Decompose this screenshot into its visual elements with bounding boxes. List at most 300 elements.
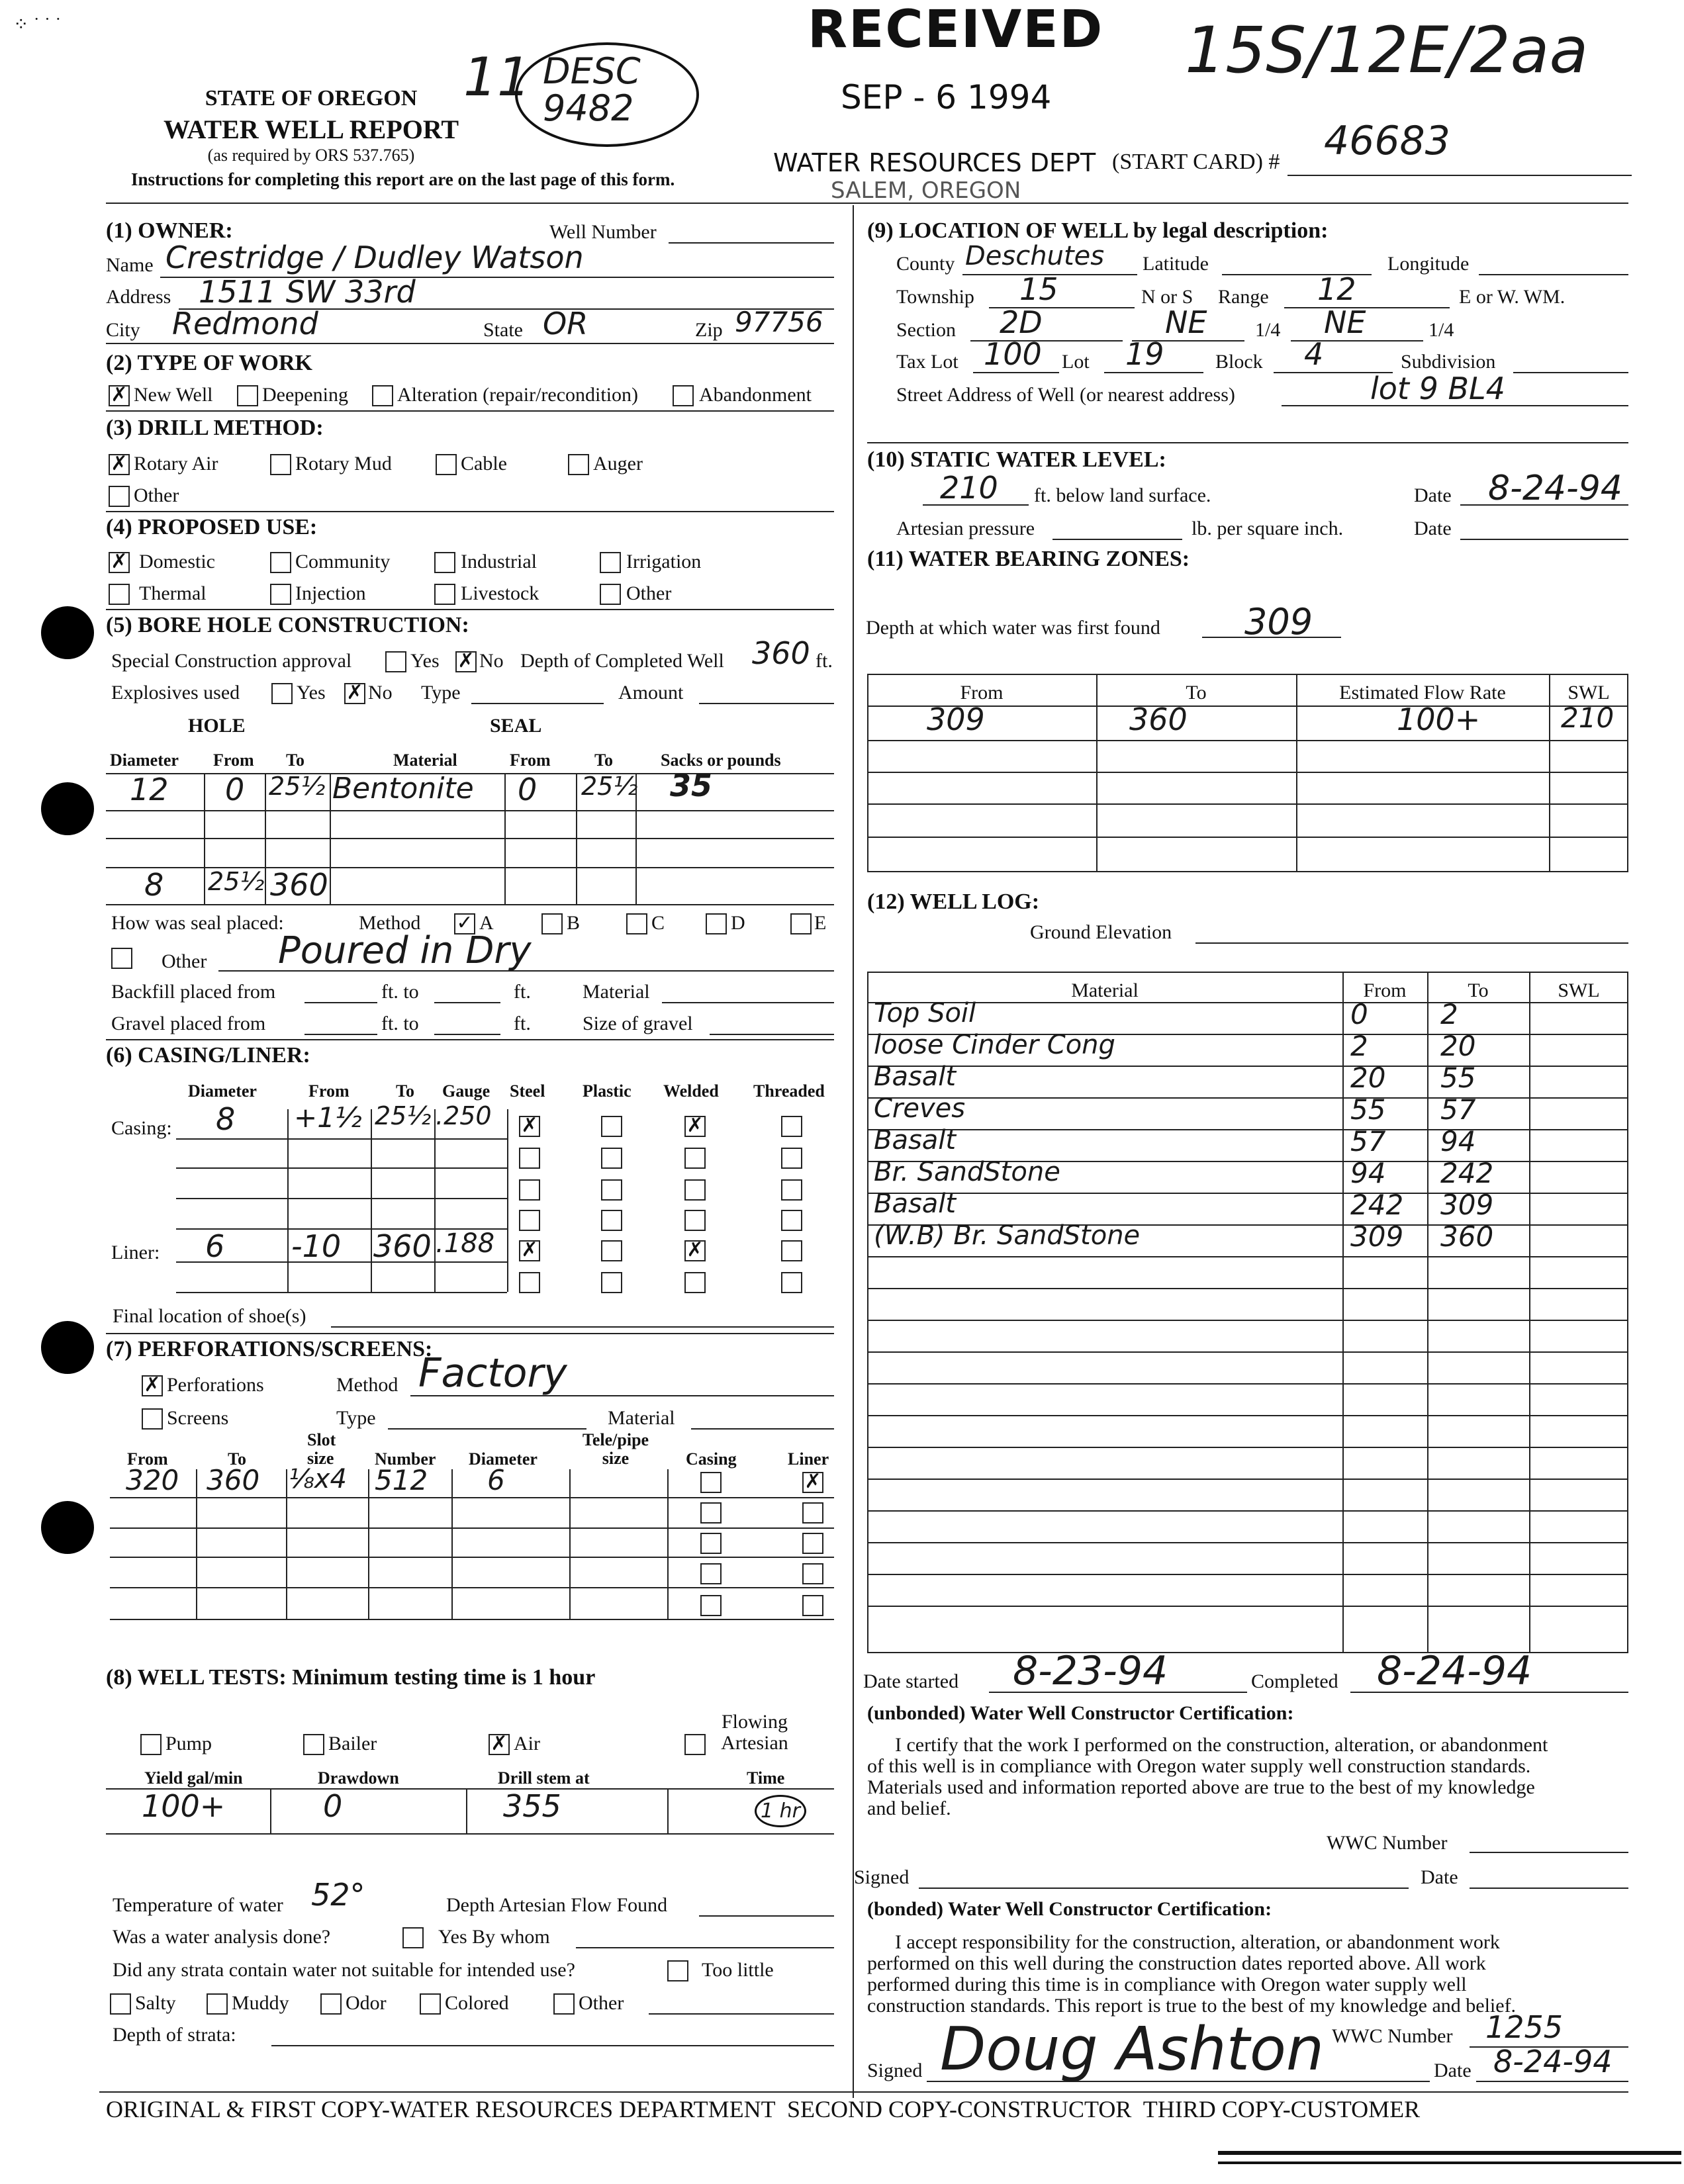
tests-col-time: Time xyxy=(747,1768,785,1788)
thermal-checkbox[interactable] xyxy=(109,584,130,605)
log-row-line xyxy=(867,1320,1628,1321)
log-row-line xyxy=(867,1066,1628,1067)
backfill-ftto: ft. to xyxy=(381,981,419,1003)
zones-col-swl: SWL xyxy=(1567,682,1610,704)
air-checkbox[interactable]: ✗ xyxy=(489,1734,510,1755)
method-d-label: D xyxy=(731,912,745,934)
owner-address[interactable]: 1511 SW 33rd xyxy=(199,274,416,310)
completed-label: Completed xyxy=(1251,1670,1338,1692)
log-material[interactable]: loose Cinder Cong xyxy=(874,1030,1115,1060)
temperature[interactable]: 52° xyxy=(311,1877,365,1913)
bonded-wwc-label: WWC Number xyxy=(1332,2025,1453,2047)
address-label: Address xyxy=(106,286,171,308)
special-no-checkbox[interactable]: ✗ xyxy=(455,651,477,672)
gravel-label: Gravel placed from xyxy=(111,1013,266,1034)
seal-to-1[interactable]: 25½ xyxy=(581,772,638,801)
gravel-ftto: ft. to xyxy=(381,1013,419,1034)
test-time[interactable]: 1 hr xyxy=(755,1795,806,1827)
perf-liner-checkbox[interactable] xyxy=(802,1502,823,1524)
date-started-label: Date started xyxy=(863,1670,959,1692)
casing-welded-checkbox[interactable] xyxy=(684,1148,706,1169)
below-surface-label: ft. below land surface. xyxy=(1034,484,1211,506)
binder-hole xyxy=(41,606,94,659)
range[interactable]: 12 xyxy=(1317,271,1356,307)
ors-note: (as required by ORS 537.765) xyxy=(207,146,415,165)
log-row-line xyxy=(867,1351,1628,1353)
casing-plastic-checkbox[interactable] xyxy=(601,1148,622,1169)
static-date[interactable]: 8-24-94 xyxy=(1488,469,1622,508)
binder-hole xyxy=(41,782,94,835)
test-drawdown[interactable]: 0 xyxy=(323,1788,343,1824)
hole-from-1[interactable]: 0 xyxy=(225,772,245,807)
new-well-label: New Well xyxy=(134,384,213,406)
bonded-line-4: construction standards. This report is true to the best of my knowledge and belief. xyxy=(867,1995,1517,2017)
log-col-to: To xyxy=(1468,979,1489,1001)
perforations-label: Perforations xyxy=(167,1374,264,1396)
seal-other-checkbox[interactable] xyxy=(111,948,132,969)
domestic-checkbox[interactable]: ✗ xyxy=(109,552,130,573)
analysis-yes-checkbox[interactable] xyxy=(402,1927,424,1948)
bonded-signed-label: Signed xyxy=(867,2060,923,2081)
first-found-depth[interactable]: 309 xyxy=(1244,601,1313,643)
injection-checkbox[interactable] xyxy=(270,584,291,605)
casing-steel-checkbox[interactable] xyxy=(519,1148,540,1169)
bailer-label: Bailer xyxy=(328,1733,377,1754)
zone-swl[interactable]: 210 xyxy=(1561,702,1614,734)
section-label: Section xyxy=(896,319,956,341)
perf-col-tele: Tele/pipe size xyxy=(582,1430,649,1468)
muddy-label: Muddy xyxy=(232,1992,289,2014)
log-material[interactable]: Basalt xyxy=(874,1062,957,1092)
liner-threaded-checkbox[interactable] xyxy=(781,1272,802,1293)
strata-other-checkbox[interactable] xyxy=(553,1993,575,2015)
city-label: City xyxy=(106,319,140,341)
static-level[interactable]: 210 xyxy=(940,470,998,506)
bore-hole-heading: (5) BORE HOLE CONSTRUCTION: xyxy=(106,613,469,637)
e-or-w-label: E or W. WM. xyxy=(1459,286,1566,308)
well-log-table xyxy=(867,972,1628,1653)
hole-diameter-1[interactable]: 12 xyxy=(130,772,169,807)
perf-liner-checkbox[interactable]: ✗ xyxy=(802,1472,823,1493)
abandonment-checkbox[interactable] xyxy=(673,385,694,406)
deepening-label: Deepening xyxy=(262,384,348,406)
depth-strata-label: Depth of strata: xyxy=(113,2024,236,2046)
constructor-signature: Doug Ashton xyxy=(940,2015,1325,2084)
depth-completed-label: Depth of Completed Well xyxy=(520,650,724,672)
tax-lot[interactable]: 100 xyxy=(984,336,1042,372)
zones-col-flow: Estimated Flow Rate xyxy=(1339,682,1506,704)
hole-from-2[interactable]: 25½ xyxy=(208,867,265,896)
perf-col-casing: Casing xyxy=(686,1449,737,1469)
irrigation-checkbox[interactable] xyxy=(600,552,621,573)
liner-steel-checkbox[interactable] xyxy=(519,1272,540,1293)
casing-welded-checkbox[interactable] xyxy=(684,1179,706,1201)
log-col-swl: SWL xyxy=(1558,979,1600,1001)
gravel-size-label: Size of gravel xyxy=(583,1013,693,1034)
log-row-line xyxy=(867,1447,1628,1448)
log-from[interactable]: 20 xyxy=(1350,1062,1386,1094)
method-e-label: E xyxy=(814,912,827,934)
zones-col-to: To xyxy=(1186,682,1207,704)
muddy-checkbox[interactable] xyxy=(207,1993,228,2015)
lot[interactable]: 19 xyxy=(1125,336,1164,372)
street-label: Street Address of Well (or nearest address) xyxy=(896,384,1235,406)
liner-plastic-checkbox[interactable] xyxy=(601,1272,622,1293)
strata-other-label: Other xyxy=(579,1992,624,2014)
unbonded-line-2: of this well is in compliance with Oregon water supply well construction standards. xyxy=(867,1755,1531,1777)
hole-diameter-2[interactable]: 8 xyxy=(144,867,164,903)
special-approval-label: Special Construction approval xyxy=(111,650,352,672)
received-stamp: RECEIVED xyxy=(808,0,1104,60)
casing-plastic-checkbox[interactable] xyxy=(601,1179,622,1201)
casing-col-gauge: Gauge xyxy=(442,1081,491,1101)
quarter-2[interactable]: NE xyxy=(1324,304,1366,340)
casing-threaded-checkbox[interactable] xyxy=(781,1116,802,1137)
static-date-label: Date xyxy=(1414,484,1452,506)
explosives-label: Explosives used xyxy=(111,682,240,704)
perf-diameter[interactable]: 6 xyxy=(487,1464,505,1496)
quarter-1[interactable]: NE xyxy=(1165,304,1207,340)
longitude-label: Longitude xyxy=(1387,253,1470,275)
perf-casing-checkbox[interactable] xyxy=(700,1563,722,1584)
col-seal-from: From xyxy=(510,751,551,770)
use-other-label: Other xyxy=(626,582,672,604)
yes-by-whom-label: Yes By whom xyxy=(438,1926,550,1948)
special-yes-label: Yes xyxy=(410,650,440,672)
screens-label: Screens xyxy=(167,1407,229,1429)
salty-label: Salty xyxy=(135,1992,176,2014)
method-d-checkbox[interactable] xyxy=(706,913,727,934)
log-to[interactable]: 242 xyxy=(1440,1157,1494,1189)
casing-steel-checkbox[interactable] xyxy=(519,1210,540,1231)
casing-plastic-checkbox[interactable] xyxy=(601,1116,622,1137)
log-material[interactable]: (W.B) Br. SandStone xyxy=(874,1220,1141,1251)
seal-material-1[interactable]: Bentonite xyxy=(332,772,474,805)
drill-other-checkbox[interactable] xyxy=(109,486,130,507)
col-from: From xyxy=(213,751,254,770)
perforations-checkbox[interactable]: ✗ xyxy=(142,1375,163,1396)
air-label: Air xyxy=(514,1733,540,1754)
pump-label: Pump xyxy=(165,1733,212,1754)
drill-other-label: Other xyxy=(134,484,179,506)
quarter-label-1: 1/4 xyxy=(1255,319,1281,341)
method-b-checkbox[interactable] xyxy=(541,913,563,934)
community-checkbox[interactable] xyxy=(270,552,291,573)
binder-hole xyxy=(41,1321,94,1374)
perf-type-label: Type xyxy=(336,1407,376,1429)
casing-steel-checkbox[interactable]: ✗ xyxy=(519,1116,540,1137)
pump-checkbox[interactable] xyxy=(140,1734,162,1755)
zip-label: Zip xyxy=(695,319,723,341)
bonded-date[interactable]: 8-24-94 xyxy=(1493,2044,1613,2079)
log-to[interactable]: 57 xyxy=(1440,1093,1476,1126)
unbonded-heading: (unbonded) Water Well Constructor Certification: xyxy=(867,1702,1294,1724)
log-row-line xyxy=(867,1574,1628,1575)
perf-liner-checkbox[interactable] xyxy=(802,1563,823,1584)
perf-col-to: To xyxy=(228,1449,246,1469)
liner-welded-checkbox[interactable] xyxy=(684,1272,706,1293)
perf-casing-checkbox[interactable] xyxy=(700,1472,722,1493)
zone-from[interactable]: 309 xyxy=(927,702,985,737)
explosives-yes-label: Yes xyxy=(297,682,326,704)
seal-other-label: Other xyxy=(162,950,207,972)
liner-diameter[interactable]: 6 xyxy=(205,1228,225,1264)
log-material[interactable]: Top Soil xyxy=(874,998,976,1028)
log-from[interactable]: 309 xyxy=(1350,1220,1404,1253)
owner-heading: (1) OWNER: xyxy=(106,218,233,243)
street-address[interactable]: lot 9 BL4 xyxy=(1370,371,1505,406)
log-to[interactable]: 20 xyxy=(1440,1030,1476,1062)
rotary-mud-checkbox[interactable] xyxy=(270,454,291,475)
depth-artesian-label: Depth Artesian Flow Found xyxy=(446,1894,668,1916)
liner-label: Liner: xyxy=(111,1242,160,1263)
casing-welded-checkbox[interactable] xyxy=(684,1210,706,1231)
odor-label: Odor xyxy=(346,1992,387,2014)
bailer-checkbox[interactable] xyxy=(303,1734,324,1755)
owner-zip[interactable]: 97756 xyxy=(735,306,823,338)
gravel-ft: ft. xyxy=(514,1013,531,1034)
state-label: State xyxy=(483,319,523,341)
col-material: Material xyxy=(393,751,457,770)
community-label: Community xyxy=(295,551,391,572)
shoe-label: Final location of shoe(s) xyxy=(113,1305,306,1327)
rotary-mud-label: Rotary Mud xyxy=(295,453,392,475)
perforations-heading: (7) PERFORATIONS/SCREENS: xyxy=(106,1337,433,1361)
test-drill-stem[interactable]: 355 xyxy=(503,1788,561,1824)
explosives-amount-label: Amount xyxy=(618,682,684,704)
unbonded-line-4: and belief. xyxy=(867,1797,951,1819)
casing-gauge[interactable]: .250 xyxy=(436,1101,492,1130)
perf-liner-checkbox[interactable] xyxy=(802,1595,823,1616)
proposed-use-heading: (4) PROPOSED USE: xyxy=(106,515,318,539)
log-from[interactable]: 2 xyxy=(1350,1030,1368,1062)
casing-col-plastic: Plastic xyxy=(583,1081,632,1101)
new-well-checkbox[interactable]: ✗ xyxy=(109,385,130,406)
log-row-line xyxy=(867,1002,1628,1003)
scan-edge xyxy=(1218,2151,1681,2155)
seal-sacks-1[interactable]: 35 xyxy=(670,768,713,803)
liner-plastic-checkbox[interactable] xyxy=(601,1240,622,1261)
first-found-label: Depth at which water was first found xyxy=(866,617,1160,639)
col-sacks: Sacks or pounds xyxy=(661,751,781,770)
backfill-ft: ft. xyxy=(514,981,531,1003)
unbonded-wwc-label: WWC Number xyxy=(1327,1832,1448,1854)
perf-number[interactable]: 512 xyxy=(375,1464,428,1496)
casing-from[interactable]: +1½ xyxy=(294,1101,362,1134)
bonded-line-1: I accept responsibility for the construction, alteration, or abandonment work xyxy=(895,1931,1500,1953)
liner-gauge[interactable]: .188 xyxy=(436,1228,495,1259)
flowing-artesian-checkbox[interactable] xyxy=(684,1734,706,1755)
log-row-line xyxy=(867,1479,1628,1480)
liner-from[interactable]: -10 xyxy=(291,1228,342,1264)
deepening-checkbox[interactable] xyxy=(237,385,258,406)
too-little-label: Too little xyxy=(702,1959,774,1981)
handwritten-mark: 11 xyxy=(463,46,531,108)
industrial-checkbox[interactable] xyxy=(434,552,455,573)
state-heading: STATE OF OREGON xyxy=(205,86,418,111)
rotary-air-checkbox[interactable]: ✗ xyxy=(109,454,130,475)
odor-checkbox[interactable] xyxy=(320,1993,342,2015)
special-yes-checkbox[interactable] xyxy=(385,651,406,672)
log-from[interactable]: 55 xyxy=(1350,1093,1386,1126)
cable-checkbox[interactable] xyxy=(436,454,457,475)
method-b-label: B xyxy=(567,912,581,934)
log-row-line xyxy=(867,1606,1628,1607)
copy-distribution-footer: ORIGINAL & FIRST COPY-WATER RESOURCES DEPARTMENT SECOND COPY-CONSTRUCTOR THIRD COPY-CUSTOMER xyxy=(106,2096,1421,2122)
casing-col-to: To xyxy=(396,1081,414,1101)
report-title: WATER WELL REPORT xyxy=(163,114,459,144)
log-to[interactable]: 360 xyxy=(1440,1220,1494,1253)
log-from[interactable]: 242 xyxy=(1350,1189,1404,1221)
salty-checkbox[interactable] xyxy=(110,1993,131,2015)
casing-threaded-checkbox[interactable] xyxy=(781,1148,802,1169)
zone-to[interactable]: 360 xyxy=(1129,702,1188,737)
casing-plastic-checkbox[interactable] xyxy=(601,1210,622,1231)
cable-label: Cable xyxy=(461,453,507,475)
well-number-label: Well Number xyxy=(549,221,657,243)
method-a-checkbox[interactable]: ✓ xyxy=(454,913,475,934)
hole-to-1[interactable]: 25½ xyxy=(269,772,326,801)
log-row-line xyxy=(867,1542,1628,1543)
log-row-line xyxy=(867,1383,1628,1385)
perf-method[interactable]: Factory xyxy=(418,1350,567,1396)
owner-name[interactable]: Crestridge / Dudley Watson xyxy=(165,240,584,275)
received-date: SEP - 6 1994 xyxy=(841,78,1052,116)
casing-threaded-checkbox[interactable] xyxy=(781,1179,802,1201)
log-to[interactable]: 55 xyxy=(1440,1062,1476,1094)
use-other-checkbox[interactable] xyxy=(600,584,621,605)
method-a-label: A xyxy=(479,912,494,934)
section[interactable]: 2D xyxy=(1000,304,1043,340)
liner-welded-checkbox[interactable]: ✗ xyxy=(684,1240,706,1261)
hole-label: HOLE xyxy=(188,715,246,737)
log-material[interactable]: Basalt xyxy=(874,1125,957,1156)
tests-col-yield: Yield gal/min xyxy=(144,1768,243,1788)
screens-checkbox[interactable] xyxy=(142,1408,163,1430)
owner-name-label: Name xyxy=(106,254,154,276)
well-tests-heading: (8) WELL TESTS: Minimum testing time is 1 hour xyxy=(106,1665,596,1690)
perf-casing-checkbox[interactable] xyxy=(700,1502,722,1524)
depth-completed[interactable]: 360 xyxy=(752,635,810,671)
block-label: Block xyxy=(1215,351,1263,373)
unbonded-line-1: I certify that the work I performed on the construction, alteration, or abandonment xyxy=(895,1734,1548,1756)
hole-to-2[interactable]: 360 xyxy=(270,867,328,903)
auger-checkbox[interactable] xyxy=(568,454,589,475)
log-material[interactable]: Basalt xyxy=(874,1189,957,1219)
completed-date[interactable]: 8-24-94 xyxy=(1377,1648,1532,1694)
log-row-line xyxy=(867,1288,1628,1289)
casing-to[interactable]: 25½ xyxy=(375,1101,432,1130)
block[interactable]: 4 xyxy=(1304,336,1324,372)
artesian-label: Artesian pressure xyxy=(896,518,1035,539)
analysis-label: Was a water analysis done? xyxy=(113,1926,331,1948)
bonded-heading: (bonded) Water Well Constructor Certification: xyxy=(867,1898,1272,1920)
explosives-no-label: No xyxy=(368,682,393,704)
colored-checkbox[interactable] xyxy=(420,1993,441,2015)
casing-heading: (6) CASING/LINER: xyxy=(106,1043,310,1068)
casing-steel-checkbox[interactable] xyxy=(519,1179,540,1201)
perf-material-label: Material xyxy=(608,1407,675,1429)
log-material[interactable]: Creves xyxy=(874,1093,966,1124)
scan-specks: ⁘ ˙ ˙ ˙ xyxy=(13,15,62,35)
seal-placed-label: How was seal placed: xyxy=(111,912,284,934)
strata-label: Did any strata contain water not suitable for intended use? xyxy=(113,1959,575,1981)
tests-col-drillstem: Drill stem at xyxy=(498,1768,590,1788)
explosives-yes-checkbox[interactable] xyxy=(271,683,293,704)
casing-diameter[interactable]: 8 xyxy=(216,1101,236,1137)
owner-state[interactable]: OR xyxy=(543,306,588,341)
perf-casing-checkbox[interactable] xyxy=(700,1533,722,1554)
ft-label: ft. xyxy=(816,650,833,672)
perf-from[interactable]: 320 xyxy=(126,1464,179,1496)
liner-to[interactable]: 360 xyxy=(373,1228,432,1264)
backfill-label: Backfill placed from xyxy=(111,981,276,1003)
ground-elevation-label: Ground Elevation xyxy=(1030,921,1172,943)
water-zones-heading: (11) WATER BEARING ZONES: xyxy=(867,547,1190,571)
explosives-no-checkbox[interactable]: ✗ xyxy=(344,683,365,704)
desc-number: DESC 9482 xyxy=(543,50,641,129)
casing-welded-checkbox[interactable]: ✗ xyxy=(684,1116,706,1137)
liner-steel-checkbox[interactable]: ✗ xyxy=(519,1240,540,1261)
log-to[interactable]: 2 xyxy=(1440,998,1458,1030)
perf-method-label: Method xyxy=(336,1374,398,1396)
perf-col-diameter: Diameter xyxy=(469,1449,538,1469)
liner-threaded-checkbox[interactable] xyxy=(781,1240,802,1261)
seal-other-value[interactable]: Poured in Dry xyxy=(278,929,532,972)
static-water-heading: (10) STATIC WATER LEVEL: xyxy=(867,447,1166,472)
log-from[interactable]: 57 xyxy=(1350,1125,1386,1158)
type-of-work-heading: (2) TYPE OF WORK xyxy=(106,351,312,375)
artesian-date-label: Date xyxy=(1414,518,1452,539)
n-or-s-label: N or S xyxy=(1141,286,1193,308)
location-heading: (9) LOCATION OF WELL by legal description: xyxy=(867,218,1329,243)
livestock-checkbox[interactable] xyxy=(434,584,455,605)
log-from[interactable]: 0 xyxy=(1350,998,1368,1030)
test-yield[interactable]: 100+ xyxy=(142,1788,226,1824)
perf-to[interactable]: 360 xyxy=(207,1464,260,1496)
quarter-label-2: 1/4 xyxy=(1428,319,1454,341)
date-started[interactable]: 8-23-94 xyxy=(1013,1648,1168,1694)
township[interactable]: 15 xyxy=(1019,271,1058,307)
method-e-checkbox[interactable] xyxy=(790,913,812,934)
industrial-label: Industrial xyxy=(461,551,537,572)
drill-method-heading: (3) DRILL METHOD: xyxy=(106,416,324,440)
location-code: 15S/12E/2aa xyxy=(1185,13,1589,87)
method-c-checkbox[interactable] xyxy=(626,913,647,934)
perf-liner-checkbox[interactable] xyxy=(802,1533,823,1554)
log-from[interactable]: 94 xyxy=(1350,1157,1386,1189)
log-to[interactable]: 309 xyxy=(1440,1189,1494,1221)
casing-label: Casing: xyxy=(111,1117,172,1139)
county[interactable]: Deschutes xyxy=(965,241,1105,271)
casing-threaded-checkbox[interactable] xyxy=(781,1210,802,1231)
seal-from-1[interactable]: 0 xyxy=(518,772,538,807)
casing-col-threaded: Threaded xyxy=(753,1081,825,1101)
bonded-wwc-number[interactable]: 1255 xyxy=(1485,2009,1564,2045)
bonded-line-3: performed during this time is in compliance with Oregon water supply well xyxy=(867,1974,1467,1995)
latitude-label: Latitude xyxy=(1143,253,1209,275)
perf-slot[interactable]: ⅛x4 xyxy=(289,1464,347,1494)
log-to[interactable]: 94 xyxy=(1440,1125,1476,1158)
col-seal-to: To xyxy=(594,751,613,770)
owner-city[interactable]: Redmond xyxy=(172,306,318,341)
alteration-checkbox[interactable] xyxy=(372,385,393,406)
perf-casing-checkbox[interactable] xyxy=(700,1595,722,1616)
scan-edge xyxy=(1218,2161,1681,2164)
log-material[interactable]: Br. SandStone xyxy=(874,1157,1060,1187)
zone-flow[interactable]: 100+ xyxy=(1397,702,1481,737)
too-little-checkbox[interactable] xyxy=(667,1960,688,1981)
